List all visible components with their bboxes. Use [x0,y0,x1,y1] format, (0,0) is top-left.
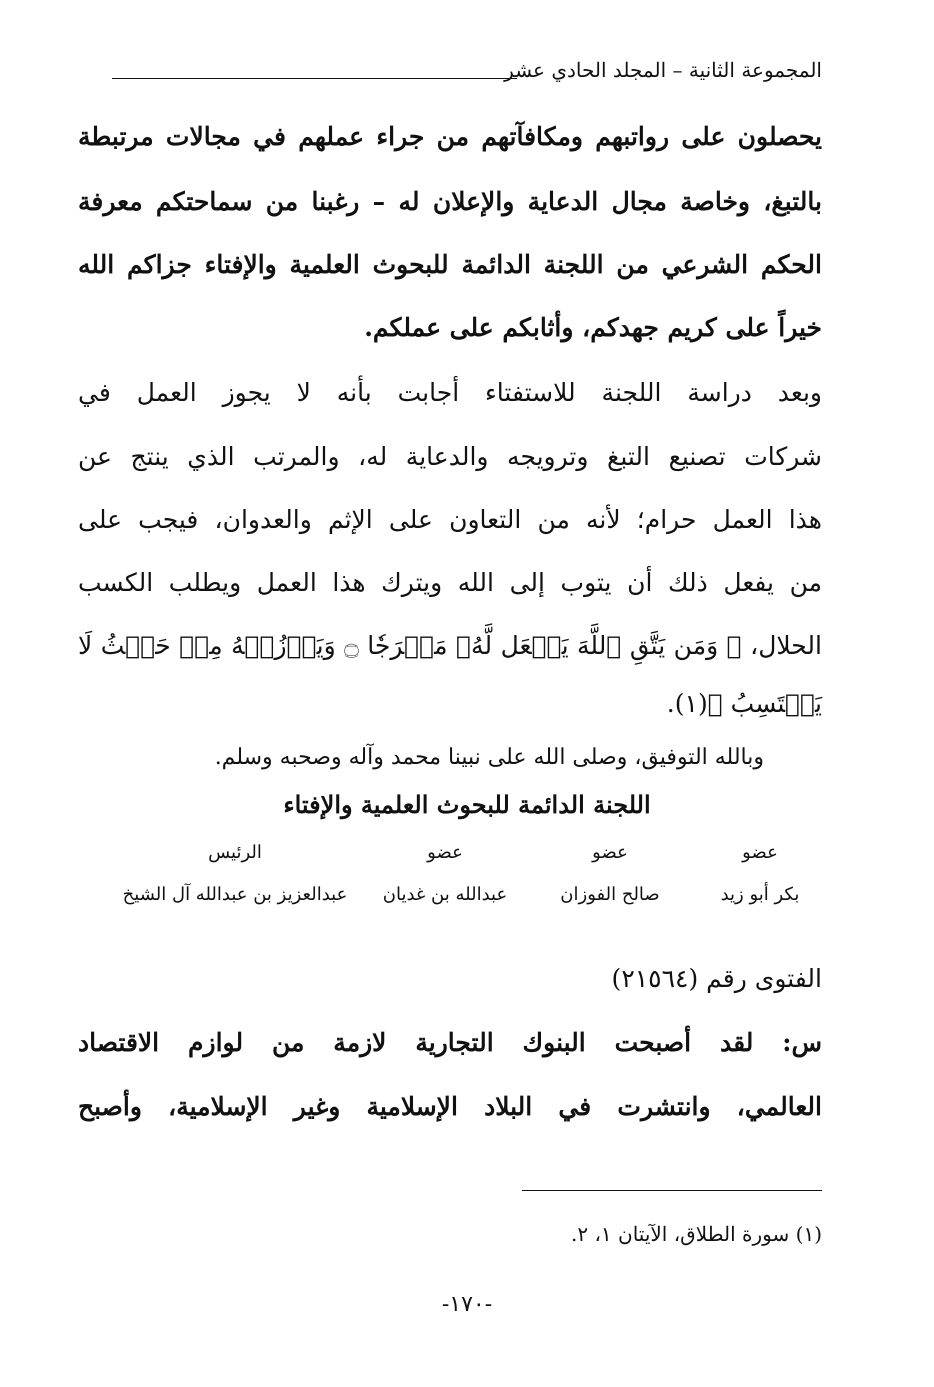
answer-line-2: شركات تصنيع التبغ وترويجه والدعاية له، والمرتب الذي ينتج عن [78,442,822,471]
answer-line-4: من يفعل ذلك أن يتوب إلى الله ويترك هذا العمل ويطلب الكسب [78,568,822,597]
member-name: صالح الفوزان [560,884,660,905]
answer-line-1: وبعد دراسة اللجنة للاستفتاء أجابت بأنه لا يجوز العمل في [78,378,822,407]
footnote-rule [522,1190,822,1191]
member-name: بكر أبو زيد [720,884,800,905]
running-header: المجموعة الثانية – المجلد الحادي عشر [504,58,822,82]
question-line-1: يحصلون على رواتبهم ومكافآتهم من جراء عملهم في مجالات مرتبطة [78,122,822,151]
fatwa-number: الفتوى رقم (٢١٥٦٤) [611,964,822,993]
question-line-2: بالتبغ، وخاصة مجال الدعاية والإعلان له – رغبنا من سماحتكم معرفة [78,187,822,216]
page-number: -١٧٠- [441,1292,493,1317]
member-role: عضو [427,842,463,863]
committee-title: اللجنة الدائمة للبحوث العلمية والإفتاء [283,790,651,819]
footnote: (١) سورة الطلاق، الآيتان ١، ٢. [570,1222,822,1246]
answer-line-5: الحلال، ﴿ وَمَن يَتَّقِ ٱللَّهَ يَجۡعَل لَّهُۥ مَخۡرَجٗا ۝ وَيَرۡزُقۡهُ مِنۡ حَيۡثُ لَا [78,631,822,660]
header-rule [112,78,517,79]
chairman-role: الرئيس [208,842,262,863]
question-line-4: خيراً على كريم جهدكم، وأثابكم على عملكم. [364,313,822,342]
answer-line-3: هذا العمل حرام؛ لأنه من التعاون على الإثم والعدوان، فيجب على [78,505,822,534]
member-role: عضو [742,842,778,863]
next-question-line-2: العالمي، وانتشرت في البلاد الإسلامية وغير الإسلامية، وأصبح [78,1092,822,1121]
closing-line: وبالله التوفيق، وصلى الله على نبينا محمد وآله وصحبه وسلم. [214,745,764,770]
member-role: عضو [592,842,628,863]
next-question-line-1: س: لقد أصبحت البنوك التجارية لازمة من لوازم الاقتصاد [78,1028,822,1057]
question-line-3: الحكم الشرعي من اللجنة الدائمة للبحوث العلمية والإفتاء جزاكم الله [78,250,822,279]
answer-line-6: يَحۡتَسِبُ ﴾(١). [666,689,822,718]
chairman-name: عبدالعزيز بن عبدالله آل الشيخ [122,884,348,905]
member-name: عبدالله بن غديان [382,884,508,905]
